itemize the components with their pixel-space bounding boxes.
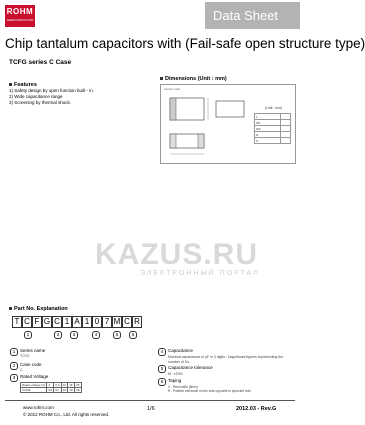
vt-cell: 10 <box>62 383 66 387</box>
watermark: KAZUS.RU <box>95 238 258 271</box>
vt-cell: Rated voltage (V) <box>22 383 46 387</box>
legend-detail: C : Reel width (8mm) R : Positive electrode on the side opposite to sprocket hole <box>168 385 251 394</box>
rated-voltage-table <box>20 382 82 393</box>
logo-subtext: SEMICONDUCTOR <box>6 18 34 22</box>
legend-num: 3 <box>10 374 18 382</box>
feature-item: 3) Screening by thermal shock. <box>9 100 72 105</box>
legend-detail: Nominal capacitance in pF in 3 digits : 2significant figures representing the number of 0's. <box>168 355 284 364</box>
legend-detail: C <box>20 368 23 372</box>
features-list <box>9 88 94 106</box>
footer-divider <box>5 400 295 401</box>
revision-label: 2012.03 - Rev.G <box>236 406 277 412</box>
feature-item: 2) Wide capacitance range <box>9 94 63 99</box>
part-char-box: C <box>52 316 62 328</box>
data-sheet-banner <box>205 2 300 29</box>
part-char-box: F <box>32 316 42 328</box>
legend-detail: TCFG <box>20 354 30 358</box>
callout-4: 4 <box>92 331 100 339</box>
dimensions-table <box>254 113 291 144</box>
dim-row-label: W1 <box>255 120 281 126</box>
part-char-box: R <box>132 316 142 328</box>
data-sheet-label: Data Sheet <box>213 8 279 23</box>
dimensions-heading: Dimensions (Unit : mm) <box>160 76 227 82</box>
legend-label: Series name <box>20 348 46 353</box>
vt-cell: 6.3 <box>55 383 60 387</box>
page-title: Chip tantalum capacitors with (Fail-safe open structure type) <box>5 36 365 51</box>
logo-text: ROHM <box>6 7 34 16</box>
part-char-box: T <box>12 316 22 328</box>
part-char-box: 1 <box>62 316 72 328</box>
part-char-box: 0 <box>92 316 102 328</box>
rohm-logo <box>5 5 35 27</box>
legend-label: Taping <box>168 378 182 383</box>
legend-num: 6 <box>158 378 166 386</box>
part-char-box: M <box>113 317 121 326</box>
legend-label: Capacitance tolerance <box>168 365 213 370</box>
section-bullet-icon <box>160 77 163 80</box>
dim-row-label: H <box>255 132 281 138</box>
callout-3: 3 <box>70 331 78 339</box>
part-char-box: C <box>122 316 132 328</box>
legend-detail: M : ±20% <box>168 372 183 376</box>
page-number: 1/6 <box>147 406 155 412</box>
callout-1: 1 <box>24 331 32 339</box>
legend-num: 1 <box>10 348 18 356</box>
anode-mark-label: Anode mark <box>164 87 181 91</box>
part-char-box: G <box>43 317 51 326</box>
watermark-subtitle: ЭЛЕКТРОННЫЙ ПОРТАЛ <box>140 270 260 277</box>
dim-row-label: S <box>255 138 281 144</box>
vt-cell: 16 <box>69 383 73 387</box>
capacitor-drawing <box>162 92 252 160</box>
vt-cell: 25 <box>76 383 80 387</box>
legend-num: 5 <box>158 365 166 373</box>
legend-num: 4 <box>158 348 166 356</box>
vt-cell: 1A <box>62 388 67 392</box>
dim-row-label: L <box>255 114 281 120</box>
part-char-box: 1 <box>82 316 92 328</box>
vt-cell: 0J <box>54 388 61 393</box>
part-char-box: A <box>72 316 82 328</box>
vt-cell: CODE <box>21 388 47 393</box>
vt-cell: 0G <box>48 388 53 392</box>
vt-cell: 1E <box>76 388 80 392</box>
footer-copyright: © 2012 ROHM Co., Ltd. All rights reserved. <box>23 412 110 417</box>
legend-label: Case code <box>20 362 42 367</box>
dim-row-label: W2 <box>255 126 281 132</box>
footer-url[interactable]: www.rohm.com <box>23 405 54 410</box>
vt-cell: 1C <box>69 388 74 392</box>
callout-6: 6 <box>129 331 137 339</box>
dimensions-unit: (Unit : mm) <box>265 106 283 110</box>
callout-5: 5 <box>113 331 121 339</box>
legend-label: Rated Voltage <box>20 374 49 379</box>
legend-num: 2 <box>10 362 18 370</box>
part-char-box: 7 <box>102 316 112 328</box>
vt-cell: 4 <box>47 383 54 388</box>
part-number-heading: Part No. Explanation <box>9 306 68 312</box>
section-bullet-icon <box>9 83 12 86</box>
legend-label: Capacitance <box>168 348 194 353</box>
feature-item: 1) Safety design by open function built - in. <box>9 88 95 93</box>
callout-2: 2 <box>54 331 62 339</box>
series-subtitle: TCFG series C Case <box>9 59 72 66</box>
part-char-box: C <box>22 316 32 328</box>
section-bullet-icon <box>9 307 12 310</box>
features-heading: Features <box>9 82 37 88</box>
